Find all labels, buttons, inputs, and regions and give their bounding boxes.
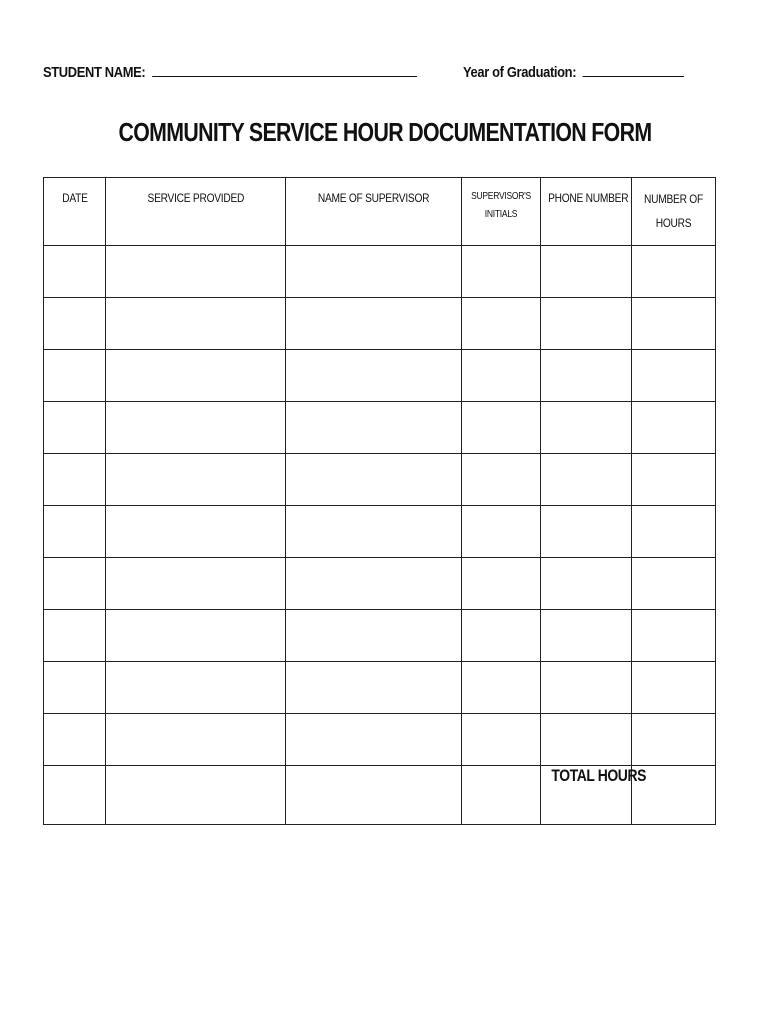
- entry-cell-supervisor[interactable]: [286, 246, 462, 298]
- student-name-field[interactable]: [152, 74, 417, 77]
- entry-cell-phone[interactable]: [541, 610, 632, 662]
- entry-cell-initials[interactable]: [462, 506, 541, 558]
- table-row: [44, 662, 716, 714]
- entry-cell-phone[interactable]: [541, 246, 632, 298]
- entry-cell-initials[interactable]: [462, 402, 541, 454]
- entry-cell-date[interactable]: [44, 662, 106, 714]
- table-header-row: [44, 178, 716, 246]
- entry-cell-initials[interactable]: [462, 298, 541, 350]
- entry-cell-supervisor[interactable]: [286, 610, 462, 662]
- entry-cell-hours[interactable]: [632, 610, 716, 662]
- entry-cell-phone[interactable]: [541, 350, 632, 402]
- table-row: [44, 350, 716, 402]
- entry-cell-supervisor[interactable]: [286, 558, 462, 610]
- column-header-service-provided: SERVICE PROVIDED: [106, 178, 286, 246]
- entry-cell-service[interactable]: [106, 402, 286, 454]
- entry-cell-date[interactable]: [44, 402, 106, 454]
- entry-cell-initials[interactable]: [462, 246, 541, 298]
- entry-cell-hours[interactable]: [632, 350, 716, 402]
- column-header-number-of-hours: NUMBER OF HOURS: [632, 178, 716, 246]
- form-title-text: COMMUNITY SERVICE HOUR DOCUMENTATION FORM: [118, 117, 652, 147]
- entry-cell-phone[interactable]: [541, 558, 632, 610]
- entry-cell-hours[interactable]: [632, 714, 716, 766]
- total-cell-initials: [462, 766, 541, 825]
- graduation-year-label: Year of Graduation:: [463, 64, 577, 81]
- student-name-line: [43, 64, 417, 81]
- entry-cell-hours[interactable]: [632, 246, 716, 298]
- table-row: [44, 558, 716, 610]
- entry-cell-hours[interactable]: [632, 402, 716, 454]
- table-row: [44, 246, 716, 298]
- entry-cell-service[interactable]: [106, 662, 286, 714]
- entry-cell-date[interactable]: [44, 714, 106, 766]
- entry-cell-initials[interactable]: [462, 610, 541, 662]
- entry-cell-supervisor[interactable]: [286, 714, 462, 766]
- total-cell-date: [44, 766, 106, 825]
- table-row: [44, 402, 716, 454]
- table-row: [44, 506, 716, 558]
- column-header-supervisor-name: NAME OF SUPERVISOR: [286, 178, 462, 246]
- total-row: [44, 766, 716, 825]
- entry-cell-service[interactable]: [106, 506, 286, 558]
- entry-cell-supervisor[interactable]: [286, 454, 462, 506]
- entry-cell-initials[interactable]: [462, 454, 541, 506]
- entry-cell-service[interactable]: [106, 246, 286, 298]
- entry-cell-initials[interactable]: [462, 714, 541, 766]
- table-row: [44, 610, 716, 662]
- entry-cell-date[interactable]: [44, 558, 106, 610]
- entry-cell-hours[interactable]: [632, 298, 716, 350]
- table-row: [44, 298, 716, 350]
- total-cell-service: [106, 766, 286, 825]
- entry-cell-supervisor[interactable]: [286, 662, 462, 714]
- entry-cell-hours[interactable]: [632, 558, 716, 610]
- entry-cell-date[interactable]: [44, 298, 106, 350]
- entry-cell-service[interactable]: [106, 350, 286, 402]
- graduation-year-line: [463, 64, 684, 81]
- entry-cell-hours[interactable]: [632, 662, 716, 714]
- entry-cell-service[interactable]: [106, 298, 286, 350]
- entry-cell-service[interactable]: [106, 714, 286, 766]
- entry-cell-phone[interactable]: [541, 454, 632, 506]
- column-header-supervisor-initials: SUPERVISOR'S INITIALS: [462, 178, 541, 246]
- entry-cell-service[interactable]: [106, 610, 286, 662]
- table-row: [44, 714, 716, 766]
- entry-cell-phone[interactable]: [541, 506, 632, 558]
- entry-cell-date[interactable]: [44, 350, 106, 402]
- total-hours-label: TOTAL HOURS: [541, 766, 632, 825]
- entry-cell-supervisor[interactable]: [286, 298, 462, 350]
- entry-cell-date[interactable]: [44, 454, 106, 506]
- entry-cell-hours[interactable]: [632, 506, 716, 558]
- entry-cell-initials[interactable]: [462, 350, 541, 402]
- form-title: [0, 117, 770, 148]
- total-cell-supervisor: [286, 766, 462, 825]
- table-row: [44, 454, 716, 506]
- entry-cell-supervisor[interactable]: [286, 506, 462, 558]
- column-header-phone-number: PHONE NUMBER: [541, 178, 632, 246]
- entry-cell-initials[interactable]: [462, 662, 541, 714]
- entry-cell-phone[interactable]: [541, 662, 632, 714]
- graduation-year-field[interactable]: [583, 74, 684, 77]
- entry-cell-date[interactable]: [44, 506, 106, 558]
- column-header-date: DATE: [44, 178, 106, 246]
- entry-cell-supervisor[interactable]: [286, 350, 462, 402]
- entry-cell-supervisor[interactable]: [286, 402, 462, 454]
- entry-cell-initials[interactable]: [462, 558, 541, 610]
- student-name-label: STUDENT NAME:: [43, 64, 146, 81]
- entry-cell-phone[interactable]: [541, 298, 632, 350]
- entry-cell-service[interactable]: [106, 454, 286, 506]
- entry-cell-date[interactable]: [44, 246, 106, 298]
- entry-cell-hours[interactable]: [632, 454, 716, 506]
- service-hours-table: [43, 177, 716, 825]
- entry-cell-service[interactable]: [106, 558, 286, 610]
- entry-cell-phone[interactable]: [541, 402, 632, 454]
- entry-cell-date[interactable]: [44, 610, 106, 662]
- entry-cell-phone[interactable]: [541, 714, 632, 766]
